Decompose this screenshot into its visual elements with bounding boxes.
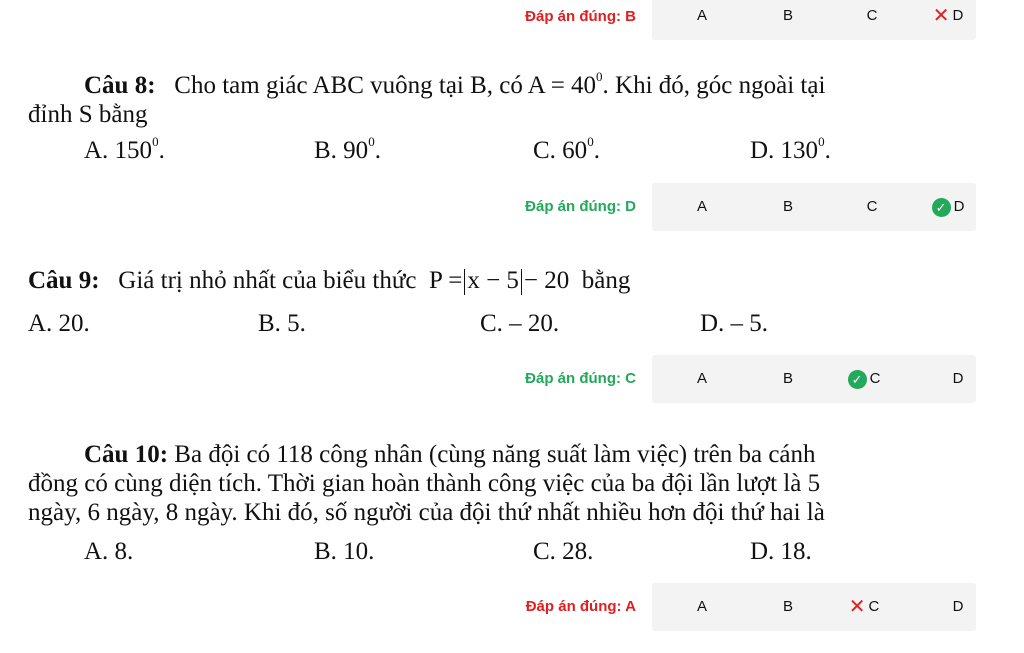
choice-c[interactable]: C <box>866 198 878 215</box>
option-b: B. 10. <box>314 538 375 565</box>
answer-label-q8: Đáp án đúng: D <box>525 198 636 215</box>
question-text: Cho tam giác ABC vuông tại B, có <box>174 72 523 99</box>
choice-d[interactable]: D <box>952 598 964 615</box>
choice-b[interactable]: B <box>782 198 793 215</box>
choice-c-correct[interactable]: ✓ C <box>834 355 894 403</box>
choice-a[interactable]: A <box>696 7 707 24</box>
question-text-line3: ngày, 6 ngày, 8 ngày. Khi đó, số người của đội thứ nhất nhiều hơn đội thứ hai là <box>28 499 825 526</box>
expression: P = x − 5 − 20 <box>428 267 570 294</box>
choice-d-wrong[interactable]: ✕ D <box>918 0 978 40</box>
question-label: Câu 9: <box>28 267 100 294</box>
wrong-x-icon: ✕ <box>848 596 866 619</box>
choice-c[interactable]: C <box>866 7 878 24</box>
choice-d-correct[interactable]: ✓ D <box>918 183 978 231</box>
question-9: Câu 9: Giá trị nhỏ nhất của biểu thức P = x − 5 − 20 bằng <box>28 267 631 294</box>
question-8: Câu 8: Cho tam giác ABC vuông tại B, có $A = 40^0$. Khi đó, góc ngoài tại đỉnh S bằng <box>28 71 988 129</box>
answer-choices-q9 <box>652 355 976 403</box>
angle-expression: $A = 40^0$ <box>527 68 603 99</box>
option-a: A. $150^0$. <box>84 133 165 164</box>
question-text: Giá trị nhỏ nhất của biểu thức <box>118 267 417 294</box>
option-d: D. $130^0$. <box>750 133 831 164</box>
choice-b[interactable]: B <box>782 598 793 615</box>
answer-label-q7: Đáp án đúng: B <box>525 8 636 25</box>
question-text-line2: đỉnh S bằng <box>28 101 148 128</box>
question-text-line1: Ba đội có 118 công nhân (cùng năng suất làm việc) trên ba cánh <box>174 441 816 468</box>
option-a: A. 20. <box>28 310 90 337</box>
option-a: A. 8. <box>84 538 134 565</box>
question-text-line2: đồng có cùng diện tích. Thời gian hoàn thành công việc của ba đội lần lượt là 5 <box>28 470 821 497</box>
option-c: C. $60^0$. <box>533 133 600 164</box>
choice-a[interactable]: A <box>696 598 707 615</box>
choice-a[interactable]: A <box>696 370 707 387</box>
answer-label-q9: Đáp án đúng: C <box>525 370 636 387</box>
question-label: Câu 8: <box>84 72 156 99</box>
option-b: B. 5. <box>258 310 306 337</box>
choice-b[interactable]: B <box>782 7 793 24</box>
check-icon: ✓ <box>932 198 951 217</box>
question-label: Câu 10: <box>84 441 169 468</box>
option-c: C. – 20. <box>480 310 560 337</box>
answer-choices-q10 <box>652 583 976 631</box>
option-b: B. $90^0$. <box>314 133 381 164</box>
answer-label-q10: Đáp án đúng: A <box>525 598 636 615</box>
check-icon: ✓ <box>848 370 867 389</box>
answer-choices-q8 <box>652 183 976 231</box>
question-10 <box>28 440 988 527</box>
wrong-x-icon: ✕ <box>932 5 950 28</box>
option-d: D. 18. <box>750 538 812 565</box>
choice-a[interactable]: A <box>696 198 707 215</box>
choice-d[interactable]: D <box>952 370 964 387</box>
choice-b[interactable]: B <box>782 370 793 387</box>
answer-choices-q7 <box>652 0 976 40</box>
option-d: D. – 5. <box>700 310 769 337</box>
option-c: C. 28. <box>533 538 594 565</box>
choice-c-wrong[interactable]: ✕ C <box>834 583 894 631</box>
